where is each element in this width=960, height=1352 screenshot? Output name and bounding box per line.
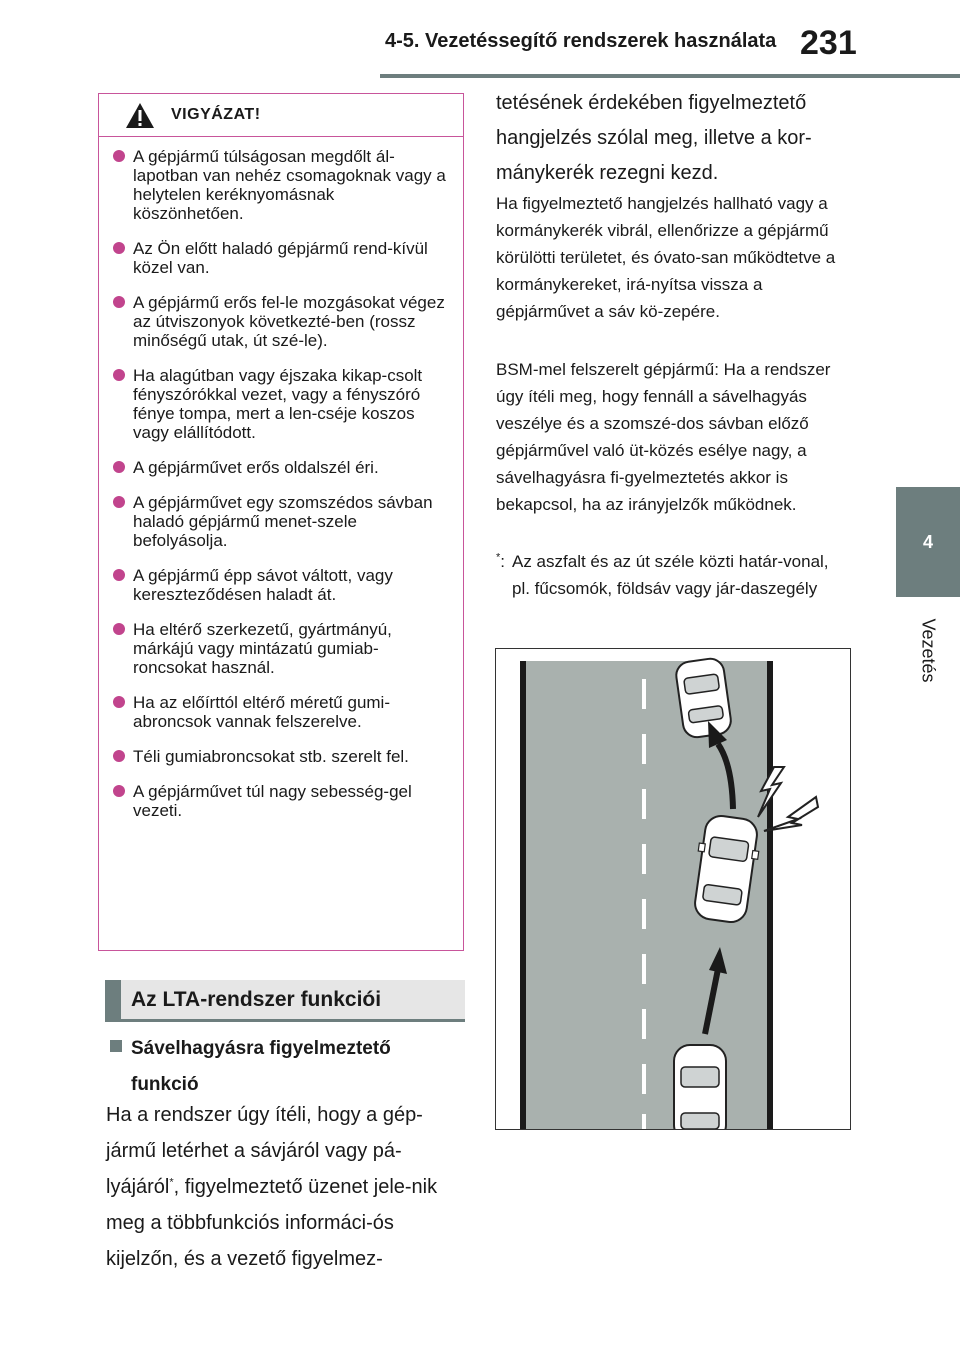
warning-item [105,293,449,350]
footnote-ref: * [169,1176,174,1189]
bullet-icon [113,750,125,762]
warning-item [105,620,449,677]
body-text-part2: , figyelmeztető üzenet jele-nik meg a többfunkciós informáci-ós kijelzőn, és a vezető figyelmez- [106,1176,438,1270]
bullet-icon [113,696,125,708]
chapter-number: 4 [922,531,933,552]
bullet-icon [113,369,125,381]
footnote [496,548,856,602]
bullet-icon [113,461,125,473]
footnote-marker [496,548,512,575]
header-divider [380,74,960,78]
section-title: 4-5. Vezetéssegítő rendszerek használata [385,30,777,52]
warning-box [98,93,464,951]
warning-title: VIGYÁZAT! [171,106,261,123]
chapter-label [898,600,958,700]
bullet-icon [113,296,125,308]
warning-item [105,147,449,223]
warning-item-text: Ha az előírttól eltérő méretű gumi-abroncsok vannak felszerelve. [133,693,390,731]
road-edge-left [520,661,526,1129]
warning-item [105,493,449,550]
body-text-continuation: tetésének érdekében figyelmeztető hangjelzés szólal meg, illetve a kor-mánykerék rezegni kezd. [496,92,812,184]
paragraph-bsm: BSM-mel felszerelt gépjármű: Ha a rendszer úgy ítéli meg, hogy fennáll a sávelhagyás veszélye és a szomszé-dos sávban előző gépjárművel való üt-közés esélye nagy, a sávelhagyásra fi-gyelmeztetés akkor is bekapcsol, ha az irányjelzők működnek. [496,360,831,514]
footnote-asterisk: * [496,551,501,564]
warning-item-text: A gépjármű épp sávot váltott, vagy kereszteződésen haladt át. [133,566,393,604]
warning-item-text: Az Ön előtt haladó gépjármű rend-kívül közel van. [133,239,428,277]
warning-item-text: A gépjármű túlságosan megdőlt ál-lapotban van nehéz csomagoknak vagy a helytelen keréknyomásnak köszönhetően. [133,147,446,223]
warning-item-text: Ha eltérő szerkezetű, gyártmányú, márkájú vagy mintázatú gumiab-roncsokat használ. [133,620,392,677]
warning-item [105,366,449,442]
warning-item-text: A gépjárművet egy szomszédos sávban haladó gépjármű menet-szele befolyásolja. [133,493,433,550]
warning-header [99,94,463,137]
page-number: 231 [800,24,857,62]
bullet-icon [113,242,125,254]
warning-item-text: Ha alagútban vagy éjszaka kikap-csolt fényszórókkal vezet, vagy a fényszóró fénye tompa, mert a len-cséje koszos vagy elállítódott. [133,366,423,442]
body-text-part1: Ha a rendszer úgy ítéli, hogy a gép-jármű letérhet a sávjáról vagy pá-lyájáról [106,1104,423,1198]
subsection-title: Sávelhagyásra figyelmeztető funkció [131,1038,391,1095]
warning-item [105,693,449,731]
warning-item-text: A gépjárművet túl nagy sebesség-gel vezeti. [133,782,412,820]
warning-triangle-icon [125,102,155,129]
section-heading: Az LTA-rendszer funkciói [105,980,465,1022]
lane-diagram [496,649,850,1129]
car-bottom-icon [674,1045,726,1129]
paragraph-warning-response: Ha figyelmeztető hangjelzés hallható vagy a kormánykerék vibrál, ellenőrizze a gépjármű körülötti területet, és óvato-san működtetve a kormánykereket, irá-nyítsa vissza a gépjárművet a sáv kö-zepére. [496,194,836,321]
lane-departure-illustration [495,648,851,1130]
footnote-colon: : [500,552,506,571]
bullet-icon [113,785,125,797]
warning-list [99,137,463,820]
car-top-icon [675,657,733,739]
warning-item [105,747,449,766]
bullet-icon [113,623,125,635]
warning-item-text: A gépjármű erős fel-le mozgásokat végez az útviszonyok következté-ben (rossz minőségű utak, út szé-le). [133,293,445,350]
footnote-text: Az aszfalt és az út széle közti határ-vonal, pl. fűcsomók, földsáv vagy jár-daszegély [512,552,829,598]
bullet-icon [113,569,125,581]
warning-item [105,458,449,477]
chapter-name: Vezetés [918,617,939,683]
chapter-tab [896,487,960,597]
warning-item [105,566,449,604]
body-text-left [106,1097,466,1277]
bullet-icon [113,150,125,162]
bullet-icon [113,496,125,508]
square-bullet-icon [110,1040,122,1052]
warning-item-text: A gépjárművet erős oldalszél éri. [133,458,379,477]
warning-item [105,239,449,277]
warning-item-text: Téli gumiabroncsokat stb. szerelt fel. [133,747,409,766]
road-edge-right [767,661,773,1129]
warning-item [105,782,449,820]
